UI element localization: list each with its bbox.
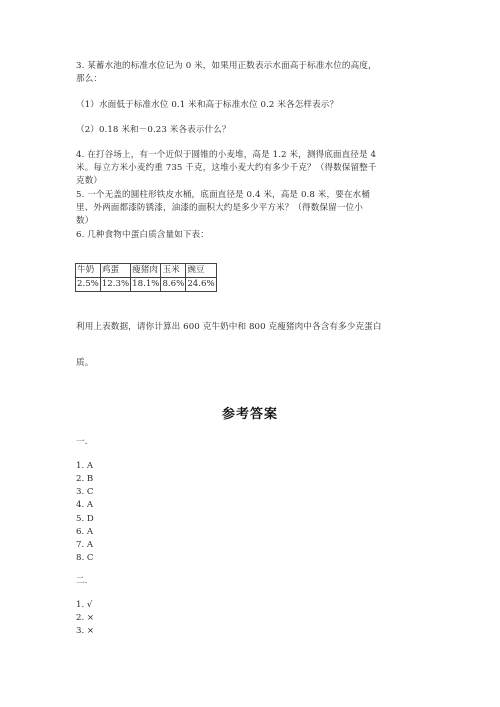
q3-part2: （2）0.18 米和－0.23 米各表示什么？: [76, 125, 231, 135]
q4-line3: 克数）: [76, 176, 103, 186]
q3-stem-line2: 那么：: [76, 74, 103, 84]
list-item: 6. A: [76, 527, 94, 537]
list-item: 1. √: [76, 600, 93, 610]
table-header-cell: 鸡蛋: [100, 264, 130, 278]
q3-part1: （1）水面低于标准水位 0.1 米和高于标准水位 0.2 米各怎样表示？: [76, 100, 339, 110]
table-row: [76, 278, 217, 292]
table-cell: 8.6%: [161, 278, 186, 292]
table-cell: 12.3%: [100, 278, 130, 292]
table-cell: 2.5%: [76, 278, 101, 292]
list-item: 5. D: [76, 514, 94, 524]
q5-line3: 数）: [76, 216, 94, 226]
list-item: 8. C: [76, 553, 94, 563]
section-heading: 一.: [76, 437, 88, 447]
q3-stem-line1: 3. 某蓄水池的标准水位记为 0 米，如果用正数表示水面高于标准水位的高度，: [76, 61, 377, 71]
list-item: 2. B: [76, 474, 94, 484]
q4-line2: 米。每立方米小麦约重 735 千克，这堆小麦大约有多少千克？（得数保留整千: [76, 163, 377, 173]
q5-line1: 5. 一个无盖的圆柱形铁皮水桶，底面直径是 0.4 米，高是 0.8 米，要在水桶: [76, 190, 370, 200]
section-heading: 二.: [76, 576, 88, 586]
list-item: 4. A: [76, 500, 94, 510]
table-header-cell: 玉米: [161, 264, 186, 278]
q4-line1: 4. 在打谷场上，有一个近似于圆锥的小麦堆，高是 1.2 米，测得底面直径是 4: [76, 150, 377, 160]
table-header-cell: 牛奶: [76, 264, 101, 278]
table-header-row: [76, 264, 217, 278]
q6-question-line2: 质。: [76, 358, 94, 368]
list-item: 2. ×: [76, 613, 95, 623]
table-cell: 18.1%: [131, 278, 161, 292]
answers-title: 参考答案: [221, 407, 278, 422]
list-item: 1. A: [76, 461, 94, 471]
table-header-cell: 瘦猪肉: [131, 264, 161, 278]
list-item: 3. ×: [76, 626, 95, 636]
q5-line2: 里、外两面都漆防锈漆，油漆的面积大约是多少平方米？（得数保留一位小: [76, 203, 363, 213]
q6-stem: 6. 几种食物中蛋白质含量如下表：: [76, 230, 209, 240]
q6-question-line1: 利用上表数据，请你计算出 600 克牛奶中和 800 克瘦猪肉中各含有多少克蛋白: [76, 322, 382, 332]
table-header-cell: 豌豆: [186, 264, 216, 278]
protein-table: [75, 263, 217, 292]
table-cell: 24.6%: [186, 278, 216, 292]
list-item: 3. C: [76, 487, 94, 497]
list-item: 7. A: [76, 540, 94, 550]
